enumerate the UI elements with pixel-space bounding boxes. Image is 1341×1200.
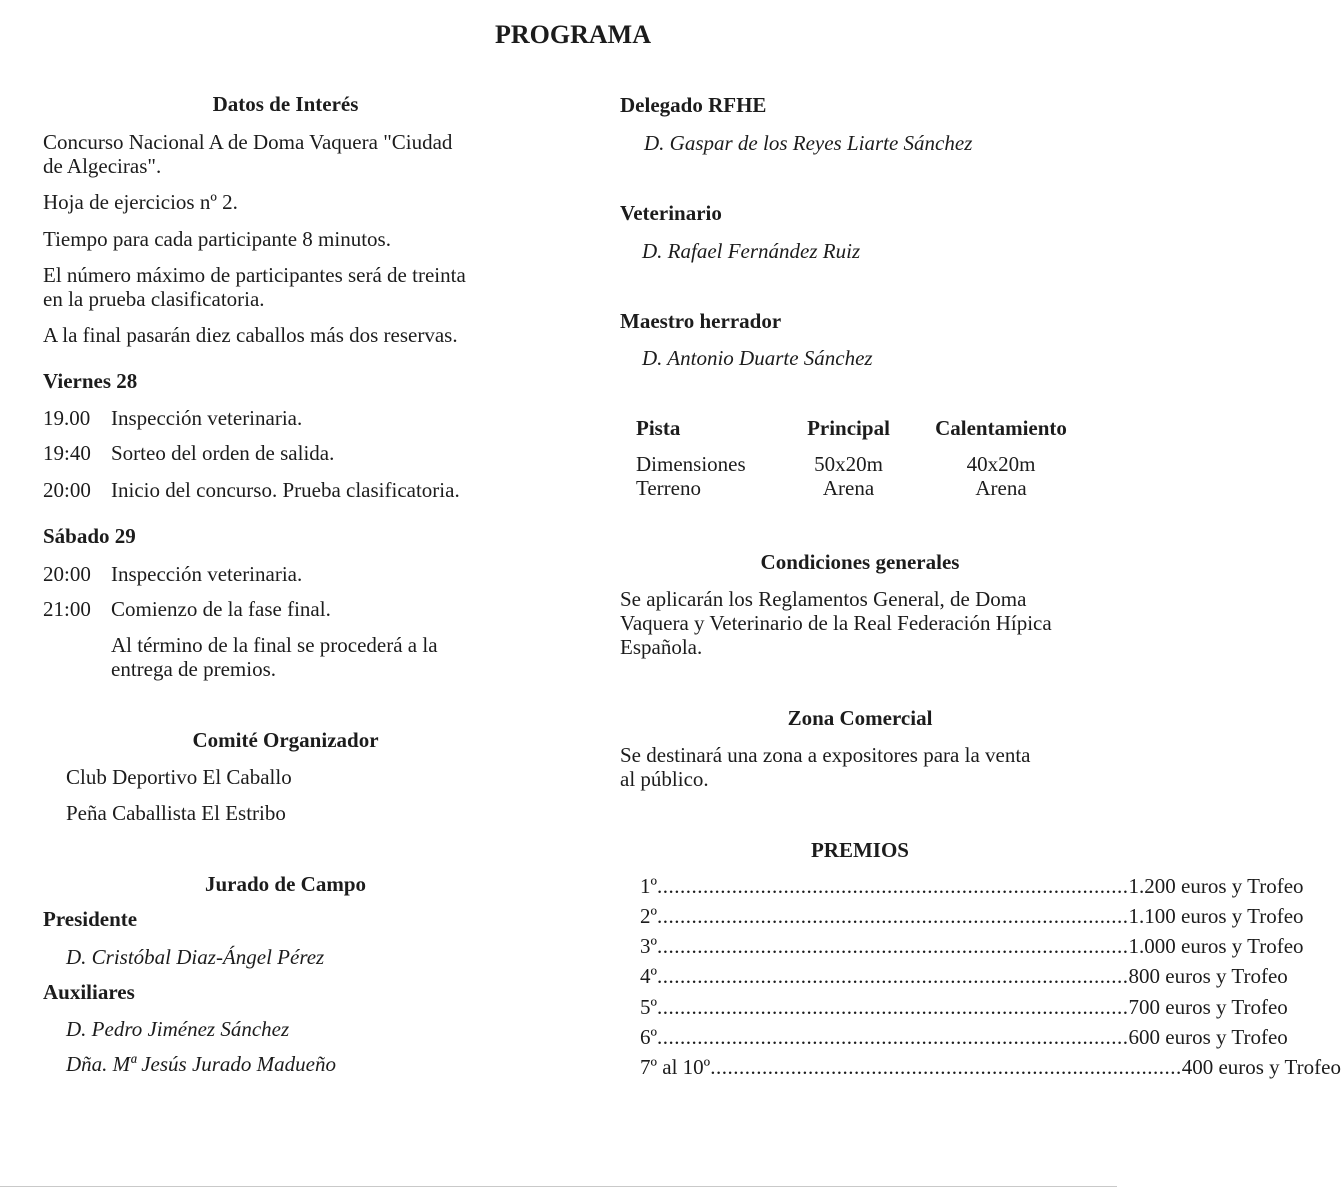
pista-cell: 40x20m — [966, 452, 1036, 476]
zona-line2: al público. — [620, 767, 709, 791]
prize-place: 1º — [640, 874, 658, 898]
datos-paragraph-2: Hoja de ejercicios nº 2. — [43, 190, 238, 214]
prize-place: 6º — [640, 1025, 658, 1049]
prize-amount: 700 euros y Trofeo — [1128, 995, 1288, 1019]
jurado-heading: Jurado de Campo — [204, 872, 367, 896]
prize-row — [640, 995, 1288, 1020]
pista-cell: Arena — [975, 476, 1027, 500]
presidente-label: Presidente — [43, 907, 138, 931]
condiciones-heading: Condiciones generales — [760, 550, 960, 574]
comite-item: Club Deportivo El Caballo — [66, 765, 292, 789]
viernes-text: Inicio del concurso. Prueba clasificatoria. — [111, 478, 460, 502]
veterinario-heading: Veterinario — [620, 201, 722, 225]
datos-paragraph-5: A la final pasarán diez caballos más dos reservas. — [43, 323, 458, 347]
viernes-heading: Viernes 28 — [43, 369, 138, 393]
prize-row — [640, 1055, 1341, 1080]
viernes-time: 19.00 — [43, 406, 91, 430]
prize-dots: .................................................................................. — [657, 964, 1129, 988]
premios-heading: PREMIOS — [810, 838, 909, 862]
pista-header: Calentamiento — [935, 416, 1067, 440]
viernes-item — [43, 441, 334, 465]
pista-cell: Arena — [822, 476, 875, 500]
condiciones-text — [620, 587, 1052, 659]
pista-cell: 50x20m — [814, 452, 883, 476]
prize-row — [640, 1025, 1288, 1050]
pista-header: Pista — [636, 416, 681, 440]
delegado-heading: Delegado RFHE — [620, 93, 767, 117]
datos-paragraph-1 — [43, 130, 452, 178]
prize-dots: .................................................................................. — [657, 1025, 1129, 1049]
sabado-time: 21:00 — [43, 597, 91, 621]
prize-dots: .................................................................................. — [657, 934, 1129, 958]
auxiliar-name: D. Pedro Jiménez Sánchez — [66, 1017, 290, 1041]
pista-cell: Terreno — [636, 476, 701, 500]
viernes-item — [43, 478, 460, 502]
viernes-item — [43, 406, 302, 430]
sabado-item — [43, 597, 331, 621]
sabado-time: 20:00 — [43, 562, 91, 586]
condiciones-line3: Española. — [620, 635, 703, 659]
sabado-heading: Sábado 29 — [43, 524, 136, 548]
prize-amount: 1.200 euros y Trofeo — [1128, 874, 1304, 898]
presidente-name: D. Cristóbal Diaz-Ángel Pérez — [66, 945, 325, 969]
viernes-text: Sorteo del orden de salida. — [111, 441, 335, 465]
viernes-time: 20:00 — [43, 478, 91, 502]
prize-place: 5º — [640, 995, 658, 1019]
sabado-item — [43, 562, 302, 586]
delegado-name: D. Gaspar de los Reyes Liarte Sánchez — [644, 131, 973, 155]
zona-text — [620, 743, 1031, 791]
page-title: PROGRAMA — [495, 20, 651, 49]
datos-p4-line1: El número máximo de participantes será de treinta — [43, 263, 466, 287]
pista-cell: Dimensiones — [636, 452, 746, 476]
prize-dots: .................................................................................. — [657, 904, 1129, 928]
prize-place: 4º — [640, 964, 658, 988]
sabado-note — [111, 633, 438, 681]
prize-row — [640, 874, 1304, 899]
prize-row — [640, 964, 1288, 989]
prize-place: 7º al 10º — [640, 1055, 711, 1079]
prize-dots: .................................................................................. — [657, 995, 1129, 1019]
pista-row — [636, 452, 1096, 476]
prize-amount: 600 euros y Trofeo — [1128, 1025, 1288, 1049]
prize-dots: .................................................................................. — [657, 874, 1129, 898]
pista-header-row — [636, 416, 1096, 440]
datos-p1-line1: Concurso Nacional A de Doma Vaquera "Ciudad — [43, 130, 453, 154]
prize-amount: 1.100 euros y Trofeo — [1128, 904, 1304, 928]
prize-amount: 1.000 euros y Trofeo — [1128, 934, 1304, 958]
sabado-note-line2: entrega de premios. — [111, 657, 277, 681]
datos-p1-line2: de Algeciras". — [43, 154, 162, 178]
pista-row — [636, 476, 1096, 500]
prize-row — [640, 934, 1304, 959]
prize-amount: 800 euros y Trofeo — [1128, 964, 1288, 988]
datos-paragraph-3: Tiempo para cada participante 8 minutos. — [43, 227, 391, 251]
prize-row — [640, 904, 1304, 929]
prize-place: 2º — [640, 904, 658, 928]
pista-table — [636, 416, 1096, 500]
datos-p4-line2: en la prueba clasificatoria. — [43, 287, 265, 311]
datos-heading: Datos de Interés — [212, 92, 359, 116]
comite-heading: Comité Organizador — [192, 728, 379, 752]
datos-paragraph-4 — [43, 263, 466, 311]
pista-header: Principal — [807, 416, 890, 440]
viernes-text: Inspección veterinaria. — [111, 406, 303, 430]
sabado-text: Inspección veterinaria. — [111, 562, 303, 586]
sabado-note-line1: Al término de la final se procederá a la — [111, 633, 438, 657]
comite-item: Peña Caballista El Estribo — [66, 801, 286, 825]
sabado-text: Comienzo de la fase final. — [111, 597, 331, 621]
herrador-name: D. Antonio Duarte Sánchez — [642, 346, 873, 370]
zona-heading: Zona Comercial — [787, 706, 933, 730]
auxiliar-name: Dña. Mª Jesús Jurado Madueño — [66, 1052, 336, 1076]
viernes-time: 19:40 — [43, 441, 91, 465]
prize-amount: 400 euros y Trofeo — [1181, 1055, 1341, 1079]
zona-line1: Se destinará una zona a expositores para la venta — [620, 743, 1031, 767]
condiciones-line1: Se aplicarán los Reglamentos General, de Doma — [620, 587, 1027, 611]
auxiliares-label: Auxiliares — [43, 980, 135, 1004]
herrador-heading: Maestro herrador — [620, 309, 782, 333]
veterinario-name: D. Rafael Fernández Ruiz — [642, 239, 861, 263]
prize-place: 3º — [640, 934, 658, 958]
prize-dots: .................................................................................. — [710, 1055, 1182, 1079]
bottom-divider — [0, 1186, 1117, 1187]
condiciones-line2: Vaquera y Veterinario de la Real Federación Hípica — [620, 611, 1052, 635]
